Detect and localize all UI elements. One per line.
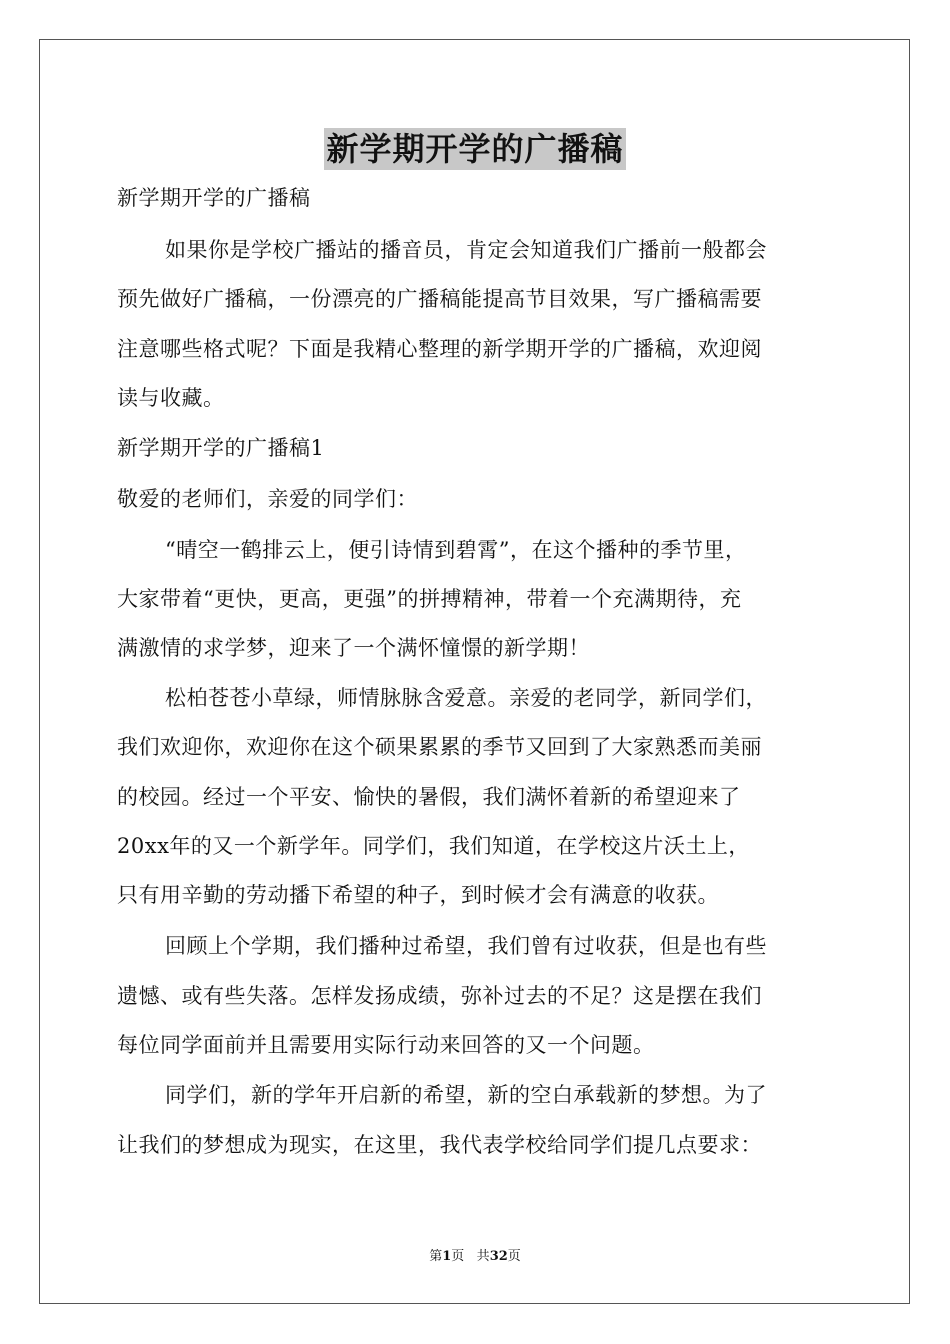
section-heading: 新学期开学的广播稿1	[117, 436, 325, 460]
total-prefix: 共	[476, 1249, 490, 1264]
total-suffix: 页	[507, 1249, 521, 1264]
salutation-line: 敬爱的老师们，亲爱的同学们：	[117, 487, 418, 511]
paragraph-line: 如果你是学校广播站的播音员，肯定会知道我们广播前一般都会	[165, 238, 767, 262]
paragraph-line: 大家带着“更快，更高，更强”的拼搏精神，带着一个充满期待，充	[117, 587, 742, 611]
paragraph-line: “晴空一鹤排云上，便引诗情到碧霄”，在这个播种的季节里，	[165, 538, 747, 562]
page-prefix: 第	[429, 1249, 443, 1264]
paragraph-line: 预先做好广播稿，一份漂亮的广播稿能提高节目效果，写广播稿需要	[117, 287, 762, 311]
paragraph-line: 满激情的求学梦，迎来了一个满怀憧憬的新学期！	[117, 636, 590, 660]
paragraph-line: 每位同学面前并且需要用实际行动来回答的又一个问题。	[117, 1033, 655, 1057]
document-title: 新学期开学的广播稿	[326, 130, 624, 168]
paragraph-line: 的校园。经过一个平安、愉快的暑假，我们满怀着新的希望迎来了	[117, 785, 741, 809]
paragraph-line: 同学们，新的学年开启新的希望，新的空白承载新的梦想。为了	[165, 1083, 767, 1107]
page-footer	[0, 1248, 950, 1266]
title-container	[0, 128, 950, 170]
paragraph-line: 让我们的梦想成为现实，在这里，我代表学校给同学们提几点要求：	[117, 1133, 762, 1157]
paragraph-line: 注意哪些格式呢？下面是我精心整理的新学期开学的广播稿，欢迎阅	[117, 337, 762, 361]
paragraph-line: 回顾上个学期，我们播种过希望，我们曾有过收获，但是也有些	[165, 934, 767, 958]
paragraph-line: 我们欢迎你，欢迎你在这个硕果累累的季节又回到了大家熟悉而美丽	[117, 735, 762, 759]
paragraph-line: 20xx年的又一个新学年。同学们，我们知道，在学校这片沃土上，	[117, 834, 750, 858]
paragraph-line: 只有用辛勤的劳动播下希望的种子，到时候才会有满意的收获。	[117, 883, 719, 907]
page-suffix: 页	[451, 1249, 465, 1264]
paragraph-line: 读与收藏。	[117, 386, 225, 410]
paragraph-line: 松柏苍苍小草绿，师情脉脉含爱意。亲爱的老同学，新同学们，	[165, 686, 767, 710]
paragraph-line: 遗憾、或有些失落。怎样发扬成绩，弥补过去的不足？这是摆在我们	[117, 984, 762, 1008]
current-page-number: 1	[442, 1249, 452, 1264]
page-border	[39, 39, 910, 1304]
subtitle-line: 新学期开学的广播稿	[117, 186, 311, 210]
total-page-number: 32	[489, 1249, 508, 1264]
